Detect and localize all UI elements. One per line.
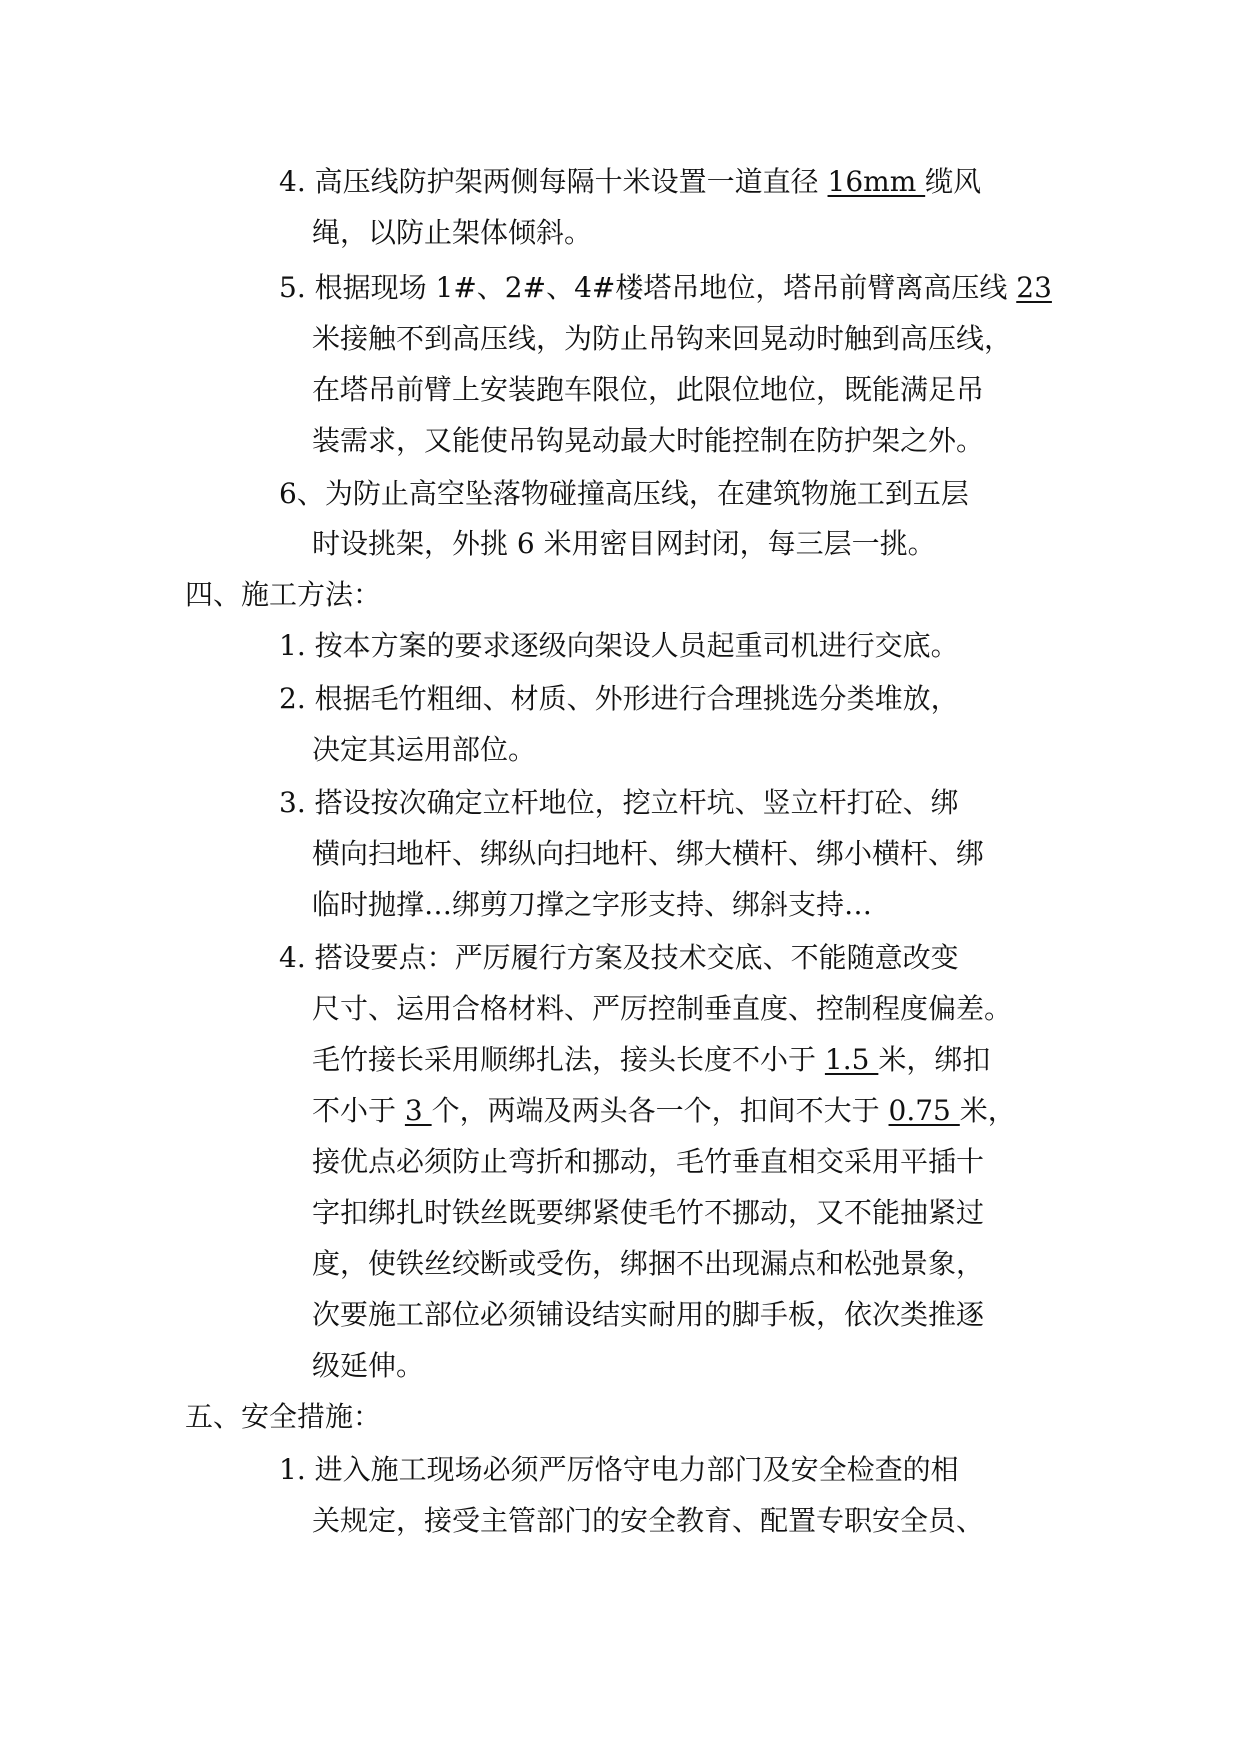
s4-item-3-line-2: 横向扫地杆、绑纵向扫地杆、绑大横杆、绑小横杆、绑	[312, 837, 985, 870]
s4-item-2-line-1: 2. 根据毛竹粗细、材质、外形进行合理挑选分类堆放，	[279, 682, 959, 715]
s4-item-1: 1. 按本方案的要求逐级向架设人员起重司机进行交底。	[279, 629, 959, 662]
section-heading-safety-measures: 五、安全措施：	[185, 1400, 382, 1433]
s5-item-1-line-1: 1. 进入施工现场必须严厉恪守电力部门及安全检查的相	[279, 1453, 959, 1486]
s4-item-4-line-5: 接优点必须防止弯折和挪动，毛竹垂直相交采用平插十	[312, 1145, 985, 1178]
s5-item-1-line-2: 关规定，接受主管部门的安全教育、配置专职安全员、	[312, 1504, 985, 1537]
list-item-5-line-3: 在塔吊前臂上安装跑车限位，此限位地位，既能满足吊	[312, 373, 985, 406]
list-item-5-line-2: 米接触不到高压线，为防止吊钩来回晃动时触到高压线，	[312, 322, 1013, 355]
s4-item-4-line-3: 毛竹接长采用顺绑扎法，接头长度不小于 1.5 米，绑扣	[312, 1043, 991, 1076]
s4-item-4-line-4: 不小于 3 个，两端及两头各一个，扣间不大于 0.75 米，	[312, 1094, 1016, 1127]
underlined-value: 3	[404, 1094, 432, 1127]
s4-item-4-line-1: 4. 搭设要点：严厉履行方案及技术交底、不能随意改变	[279, 941, 959, 974]
s4-item-3-line-1: 3. 搭设按次确定立杆地位，挖立杆坑、竖立杆打砼、绑	[279, 786, 959, 819]
list-item-6-line-1: 6、为防止高空坠落物碰撞高压线，在建筑物施工到五层	[279, 477, 969, 510]
section-heading-construction-method: 四、施工方法：	[185, 578, 382, 611]
list-item-5-line-4: 装需求，又能使吊钩晃动最大时能控制在防护架之外。	[312, 424, 985, 457]
underlined-value: 23	[1016, 271, 1052, 304]
s4-item-4-line-7: 度，使铁丝绞断或受伤，绑捆不出现漏点和松弛景象，	[312, 1247, 985, 1280]
list-item-4-line-1: 4. 高压线防护架两侧每隔十米设置一道直径 16mm 缆风	[279, 165, 982, 198]
s4-item-2-line-2: 决定其运用部位。	[312, 733, 537, 766]
s4-item-3-line-3: 临时抛撑…绑剪刀撑之字形支持、绑斜支持…	[312, 888, 873, 921]
s4-item-4-line-9: 级延伸。	[312, 1349, 425, 1382]
list-item-5-line-1: 5. 根据现场 1#、2#、4#楼塔吊地位，塔吊前臂离高压线 23	[279, 271, 1052, 304]
list-item-6-line-2: 时设挑架，外挑 6 米用密目网封闭，每三层一挑。	[312, 527, 936, 560]
list-item-4-line-2: 绳，以防止架体倾斜。	[312, 216, 593, 249]
s4-item-4-line-8: 次要施工部位必须铺设结实耐用的脚手板，依次类推逐	[312, 1298, 985, 1331]
underlined-value: 0.75	[888, 1094, 960, 1127]
s4-item-4-line-6: 字扣绑扎时铁丝既要绑紧使毛竹不挪动，又不能抽紧过	[312, 1196, 985, 1229]
underlined-value: 16mm	[827, 165, 926, 198]
s4-item-4-line-2: 尺寸、运用合格材料、严厉控制垂直度、控制程度偏差。	[312, 992, 1013, 1025]
underlined-value: 1.5	[824, 1043, 879, 1076]
